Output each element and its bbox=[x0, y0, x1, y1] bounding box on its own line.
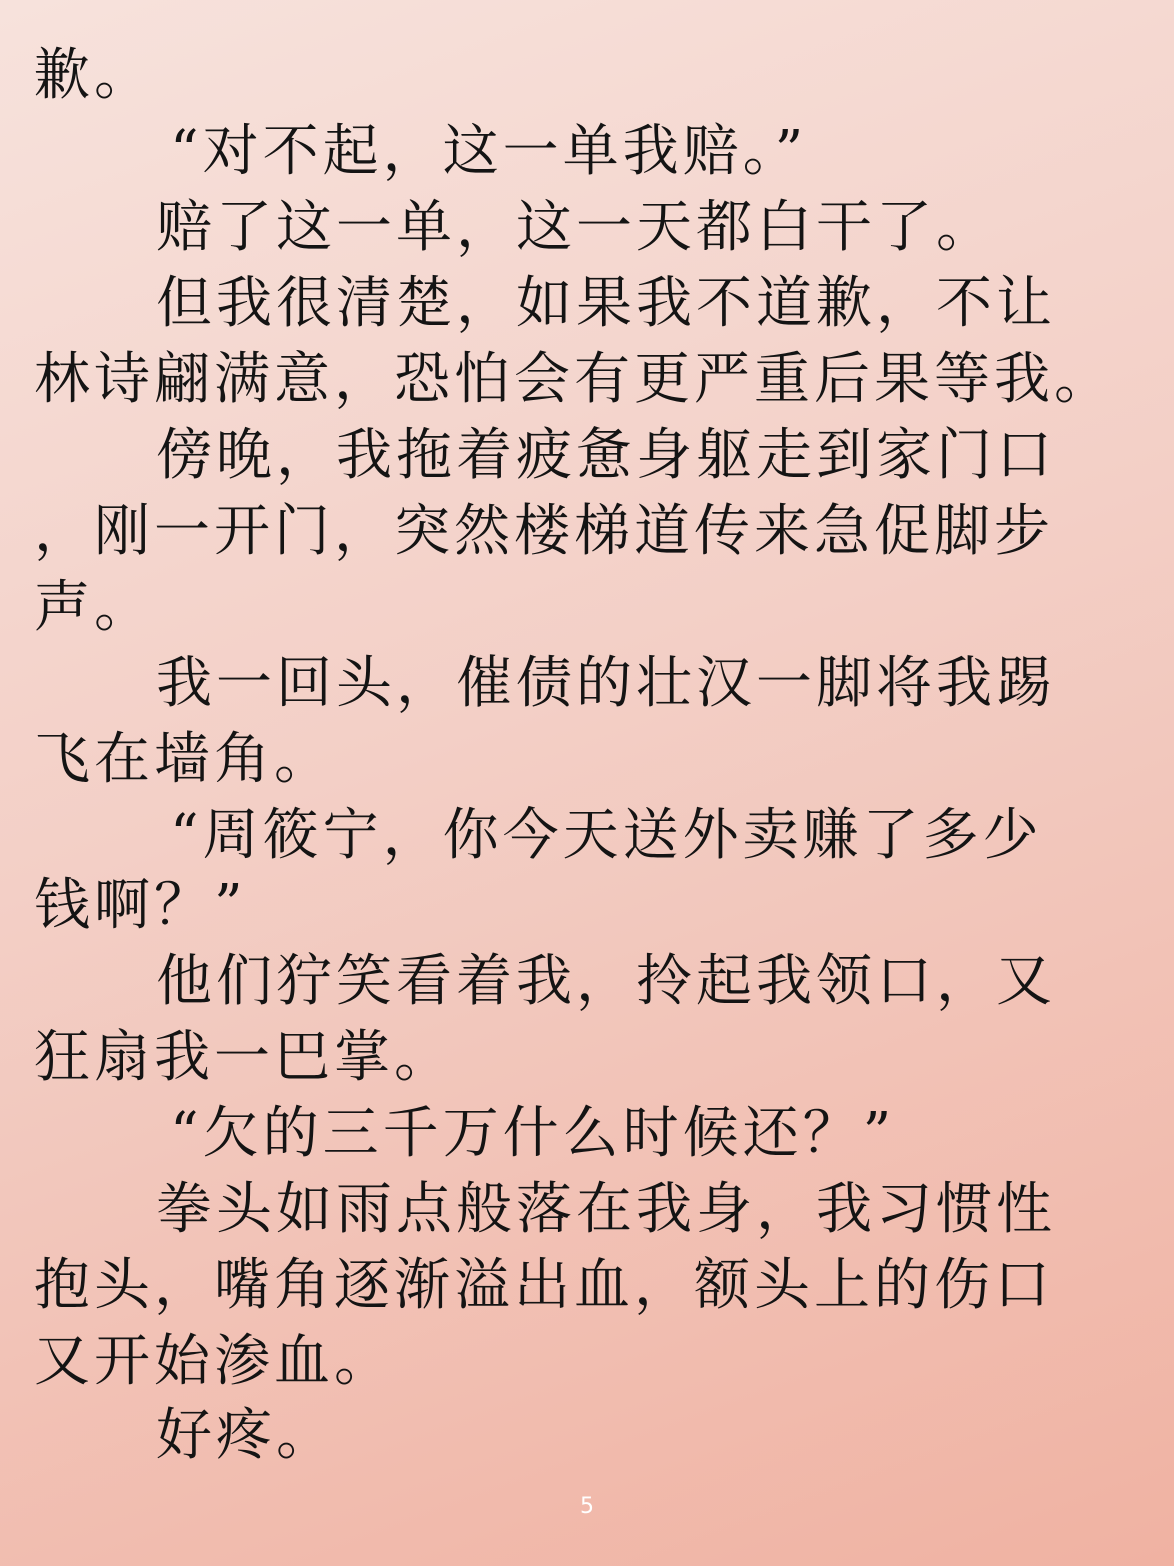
text-line: 好疼。 bbox=[156, 1403, 336, 1468]
text-line: 我一回头，催债的壮汉一脚将我踢 bbox=[156, 651, 1056, 716]
text-line: 他们狞笑看着我，拎起我领口，又 bbox=[156, 949, 1056, 1014]
text-line: 傍晚，我拖着疲惫身躯走到家门口 bbox=[156, 423, 1056, 488]
text-line: 又开始渗血。 bbox=[34, 1329, 394, 1394]
text-line: “周筱宁，你今天送外卖赚了多少 bbox=[170, 803, 1043, 868]
text-line: “对不起，这一单我赔。” bbox=[170, 119, 808, 184]
text-line: 声。 bbox=[34, 575, 154, 640]
text-line: ，刚一开门，突然楼梯道传来急促脚步 bbox=[34, 499, 1054, 564]
text-line: 抱头，嘴角逐渐溢出血，额头上的伤口 bbox=[34, 1253, 1054, 1318]
page-number: 5 bbox=[580, 1494, 594, 1519]
text-line: 林诗翩满意，恐怕会有更严重后果等我。 bbox=[34, 347, 1114, 412]
text-line: 歉。 bbox=[34, 43, 154, 108]
text-line: 赔了这一单，这一天都白干了。 bbox=[156, 195, 996, 260]
text-line: 拳头如雨点般落在我身，我习惯性 bbox=[156, 1177, 1056, 1242]
text-line: “欠的三千万什么时候还？” bbox=[170, 1101, 896, 1166]
text-line: 狂扇我一巴掌。 bbox=[34, 1025, 454, 1090]
text-line: 钱啊？” bbox=[34, 873, 247, 938]
text-line: 飞在墙角。 bbox=[34, 727, 334, 792]
text-line: 但我很清楚，如果我不道歉，不让 bbox=[156, 271, 1056, 336]
